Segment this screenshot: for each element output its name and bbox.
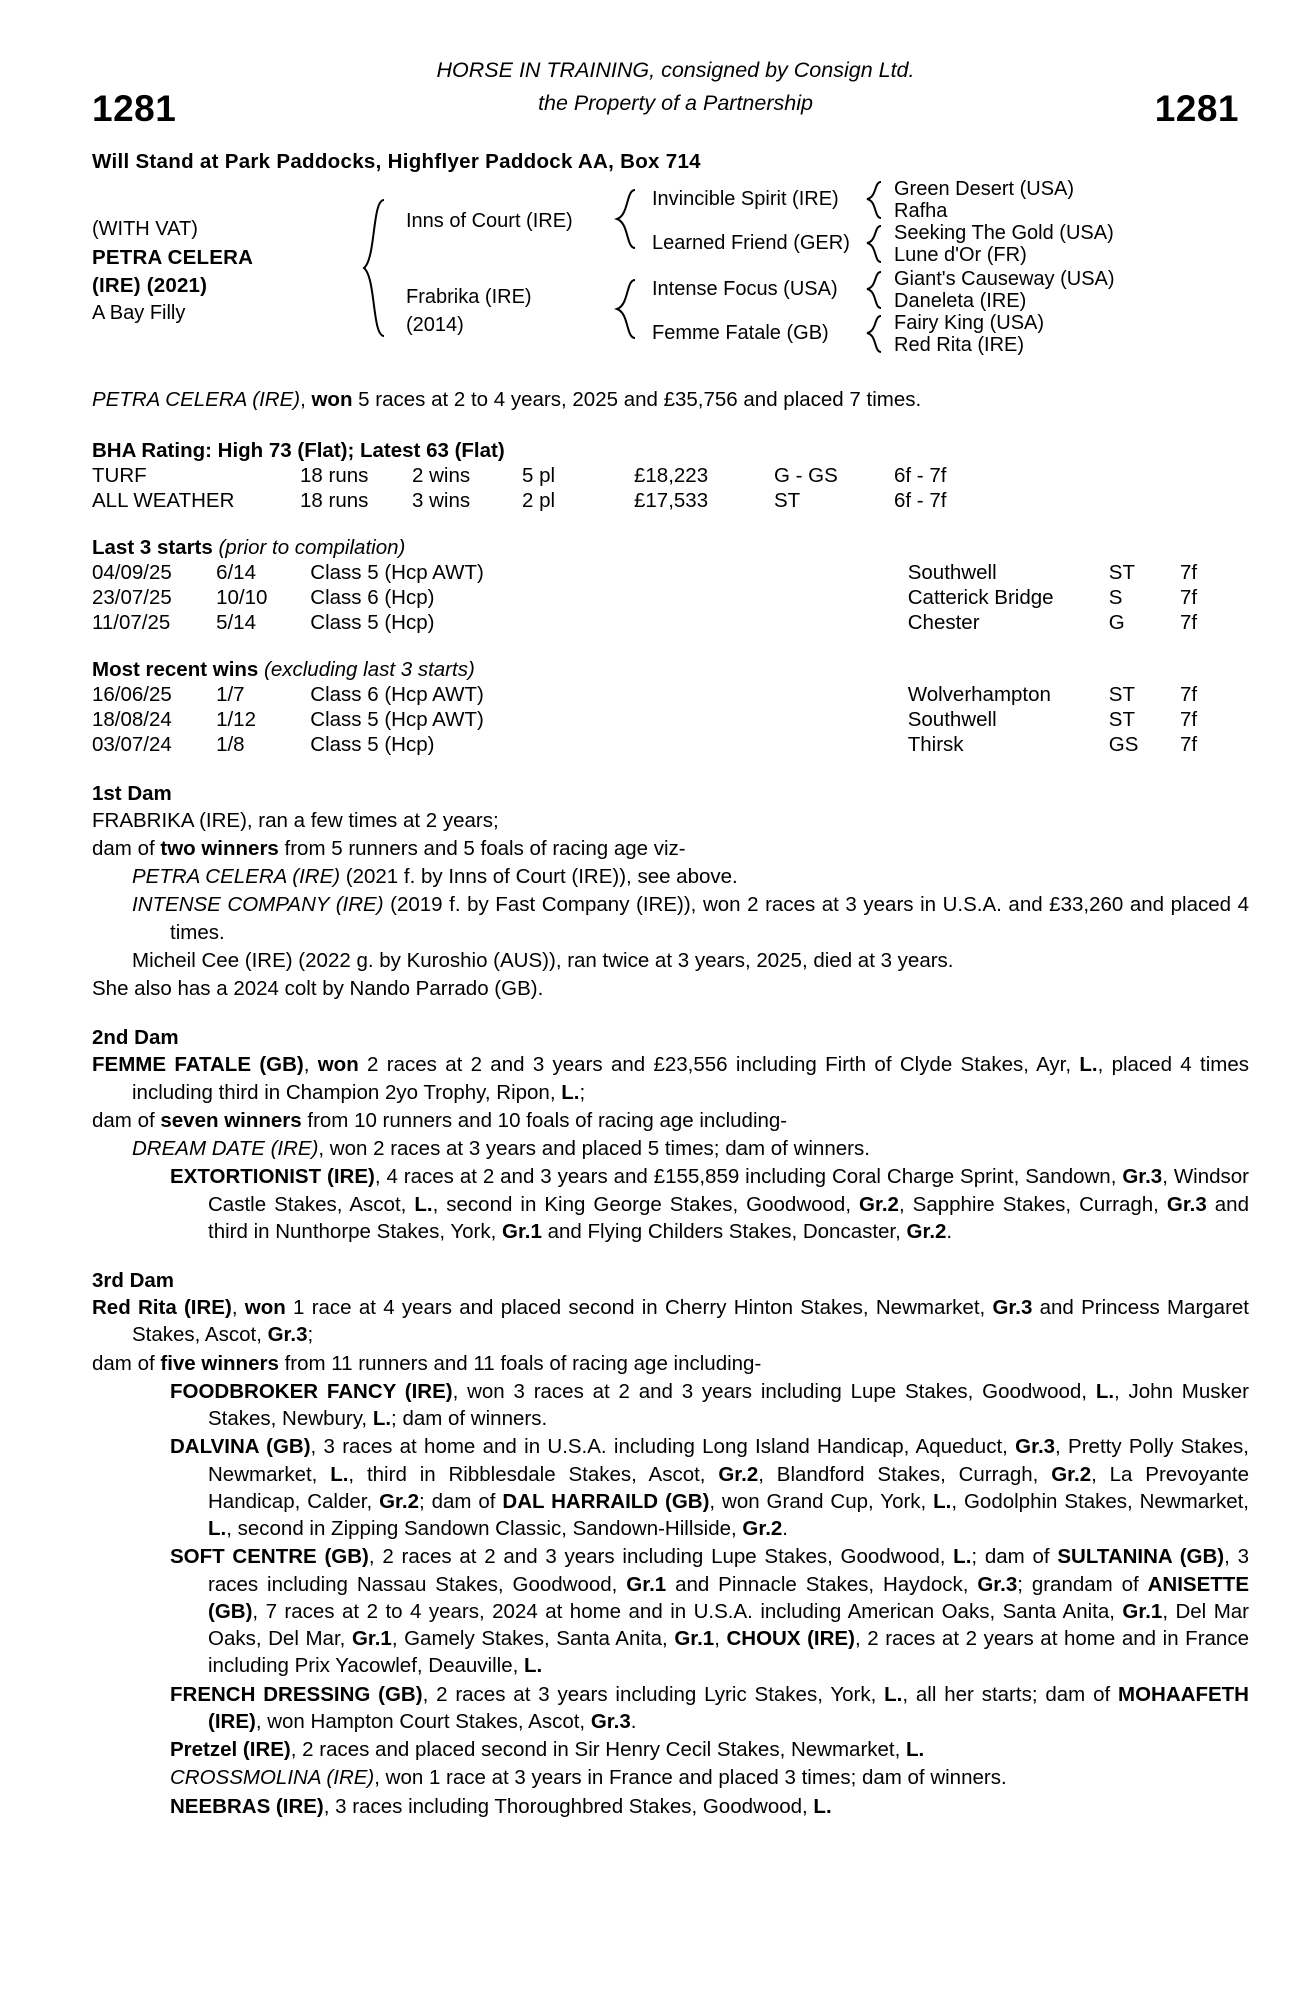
rating-earnings: £18,223 [634,463,709,487]
property-line: the Property of a Partnership [538,91,813,116]
dam1-suffix: from 5 runners and 5 foals of racing age viz- [278,836,686,860]
race-summary [92,386,1249,415]
rating-runs: 18 runs [300,488,369,512]
dam2-e2-rest: , 4 races at 2 and 3 years and £155,859 including Coral Charge Sprint, Sandown, Gr.3, Windsor Castle Stakes, Ascot, L., second in King George Stakes, Goodwood, Gr.2, Sapphire Stakes, Curragh, Gr.3 and third in Nunthorpe Stakes, York, Gr.1 and Flying Childers Stakes, Doncaster, Gr.2. [208,1165,1249,1243]
dam1-prefix: dam of [92,836,161,860]
rating-wins: 3 wins [412,488,471,512]
third-dam-entry-2 [92,1433,1249,1542]
ggp-6: Daneleta (IRE) [894,290,1027,312]
start-position: 10/10 [216,585,268,609]
first-dam-entry-2 [92,891,1249,946]
win-class: Class 5 (Hcp AWT) [310,707,484,731]
start-course: Southwell [907,560,997,584]
sire-sire-name: Invincible Spirit (IRE) [652,188,839,210]
third-dam-entry-3 [92,1543,1249,1679]
win-course: Wolverhampton [907,682,1051,706]
start-date: 23/07/25 [92,585,172,609]
brace-sire [614,188,638,250]
rating-places: 2 pl [522,488,556,512]
dam2-e1-rest: , won 2 races at 3 years and placed 5 times; dam of winners. [318,1137,870,1161]
rating-earnings: £17,533 [634,488,709,512]
second-dam-heading: 2nd Dam [92,1026,179,1050]
start-position: 5/14 [216,610,256,634]
rating-going: ST [774,488,801,512]
first-dam-line2 [92,835,1249,862]
table-row [92,708,1249,733]
second-dam-entry-2 [92,1163,1249,1245]
dam2-L1: L. [1079,1053,1098,1077]
dam3-e1-name: FOODBROKER FANCY (IRE) [170,1379,453,1403]
start-date: 11/07/25 [92,610,171,634]
start-going: S [1108,585,1123,609]
second-dam-line2 [92,1107,1249,1134]
brace-dam [614,278,638,340]
sire-name: Inns of Court (IRE) [406,210,573,232]
dam-dam-name: Femme Fatale (GB) [652,322,829,344]
rating-runs: 18 runs [300,463,369,487]
dam3-suffix: from 11 runners and 11 foals of racing age including- [278,1351,762,1375]
dam3-e7-name: NEEBRAS (IRE) [170,1794,324,1818]
subject-description: A Bay Filly [92,302,186,325]
dam2-L2: L. [561,1080,580,1104]
dam1-e2-rest: (2019 f. by Fast Company (IRE)), won 2 races at 3 years in U.S.A. and £33,260 and placed 4 times. [170,893,1249,944]
table-row [92,733,1249,758]
start-course: Chester [907,610,980,634]
table-row [92,489,994,514]
win-distance: 7f [1180,732,1198,756]
recent-wins-table [92,683,1249,758]
win-course: Thirsk [907,732,964,756]
dam3-e3-name: SOFT CENTRE (GB) [170,1545,369,1569]
dam3-e4-rest: , 2 races at 3 years including Lyric Stakes, York, L., all her starts; dam of MOHAAFETH (IRE), won Hampton Court Stakes, Ascot, Gr.3. [208,1682,1249,1733]
rating-table [92,464,994,514]
brace-gp-4 [864,314,884,354]
ggp-3: Seeking The Gold (USA) [894,222,1114,244]
win-going: GS [1108,732,1139,756]
dam1-e2-name: INTENSE COMPANY (IRE) [132,893,384,917]
vat-note: (WITH VAT) [92,218,198,240]
dam3-e3-rest: , 2 races at 2 and 3 years including Lupe Stakes, Goodwood, L.; dam of SULTANINA (GB), 3 races including Nassau Stakes, Goodwood, Gr.1 and Pinnacle Stakes, Haydock, Gr.3; grandam of ANISETTE (GB), 7 races at 2 to 4 years, 2024 at home and in U.S.A. including American Oaks, Santa Anita, Gr.1, Del Mar Oaks, Del Mar, Gr.1, Gamely Stakes, Santa Anita, Gr.1, CHOUX (IRE), 2 races at 2 years at home and in France including Prix Yacowlef, Deauville, L. [208,1545,1249,1678]
ggp-1: Green Desert (USA) [894,178,1075,200]
rating-distance: 6f - 7f [894,488,947,512]
lot-number-left: 1281 [92,88,177,129]
third-dam-line1 [92,1294,1249,1349]
dam3-e1-rest: , won 3 races at 2 and 3 years including Lupe Stakes, Goodwood, L., John Musker Stakes, Newbury, L.; dam of winners. [208,1379,1249,1431]
page-header [92,54,1249,146]
win-position: 1/12 [216,707,256,731]
rating-places: 5 pl [522,463,556,487]
start-class: Class 5 (Hcp) [310,610,435,634]
first-dam-entry-1 [92,863,1249,890]
dam2-body1: 2 races at 2 and 3 years and £23,556 including Firth of Clyde Stakes, Ayr, [358,1053,1080,1077]
subject-block [92,216,342,328]
dam3-e5-rest: , 2 races and placed second in Sir Henry Cecil Stakes, Newmarket, L. [290,1738,925,1762]
win-class: Class 5 (Hcp) [310,732,435,756]
dam-sire-name: Intense Focus (USA) [652,278,838,300]
lot-number-right: 1281 [1154,88,1239,129]
ggp-8: Red Rita (IRE) [894,334,1025,356]
dam3-prefix: dam of [92,1351,161,1375]
subject-origin-year: (IRE) (2021) [92,273,208,297]
table-row [92,464,994,489]
dam1-e1-rest: (2021 f. by Inns of Court (IRE)), see above. [340,865,738,889]
win-position: 1/8 [216,732,245,756]
win-date: 16/06/25 [92,682,172,706]
dam3-e5-name: Pretzel (IRE) [170,1738,291,1762]
dam-name [406,284,532,339]
last-starts-heading [92,536,1249,560]
dam3-e2-rest: , 3 races at home and in U.S.A. including Long Island Handicap, Aqueduct, Gr.3, Pretty Polly Stakes, Newmarket, L., third in Ribblesdale Stakes, Ascot, Gr.2, Blandford Stakes, Curragh, Gr.2, La Prevoyante Handicap, Calder, Gr.2; dam of DAL HARRAILD (GB), won Grand Cup, York, L., Godolphin Stakes, Newmarket, L., second in Zipping Sandown Classic, Sandown-Hillside, Gr.2. [208,1435,1249,1541]
second-dam-entry-1 [92,1135,1249,1162]
sire-dam-name: Learned Friend (GER) [652,232,850,254]
last-starts-subtitle: (prior to compilation) [212,535,406,559]
dam3-e4-name: FRENCH DRESSING (GB) [170,1682,423,1706]
third-dam-entry-6 [92,1764,1249,1791]
dam2-winners: seven winners [160,1108,302,1132]
start-distance: 7f [1180,560,1198,584]
table-row [92,611,1249,636]
table-row [92,561,1249,586]
dam2-body2: , placed 4 times including third in Champion 2yo Trophy, Ripon, [132,1053,1249,1104]
dam1-e1-name: PETRA CELERA (IRE) [132,865,341,889]
win-going: ST [1108,707,1135,731]
ggp-4: Lune d'Or (FR) [894,244,1027,266]
dam-year: (2014) [406,313,464,336]
stand-at-line: Will Stand at Park Paddocks, Highflyer Paddock AA, Box 714 [92,150,701,173]
dam2-sep: , [303,1053,318,1077]
dam3-e7-rest: , 3 races including Thoroughbred Stakes, Goodwood, L. [323,1794,832,1818]
ggp-2: Rafha [894,200,948,222]
dam3-e6-name: CROSSMOLINA (IRE) [170,1766,375,1790]
start-going: ST [1108,560,1135,584]
recent-wins-heading [92,658,1249,682]
brace-gp-1 [864,180,884,220]
brace-gp-3 [864,270,884,310]
dam3-winners: five winners [160,1351,279,1375]
bha-rating-heading: BHA Rating: High 73 (Flat); Latest 63 (Flat) [92,438,505,462]
third-dam-entry-1 [92,1378,1249,1433]
start-position: 6/14 [216,560,256,584]
win-class: Class 6 (Hcp AWT) [310,682,484,706]
dam3-won: won [244,1296,286,1320]
win-distance: 7f [1180,707,1198,731]
start-going: G [1108,610,1125,634]
third-dam-entry-4 [92,1681,1249,1736]
rating-surface: TURF [92,463,147,487]
dam2-name: FEMME FATALE (GB) [92,1053,304,1077]
third-dam-line2 [92,1350,1249,1377]
last-starts-table [92,561,1249,636]
table-row [92,586,1249,611]
second-dam-line1 [92,1051,1249,1106]
win-date: 18/08/24 [92,707,172,731]
rating-wins: 2 wins [412,463,471,487]
dam3-body: 1 race at 4 years and placed second in Cherry Hinton Stakes, Newmarket, Gr.3 and Princess Margaret Stakes, Ascot, Gr.3; [132,1296,1249,1347]
brace-subject [360,198,388,338]
first-dam-line1: FRABRIKA (IRE), ran a few times at 2 years; [92,808,499,832]
first-dam-entry-4: She also has a 2024 colt by Nando Parrado (GB). [92,977,544,1001]
dam2-prefix: dam of [92,1108,161,1132]
start-distance: 7f [1180,610,1198,634]
start-class: Class 5 (Hcp AWT) [310,560,484,584]
recent-wins-title: Most recent wins [92,657,259,681]
dam3-e6-rest: , won 1 race at 3 years in France and placed 3 times; dam of winners. [374,1766,1007,1790]
win-position: 1/7 [216,682,245,706]
rating-going: G - GS [774,463,838,487]
dam3-e2-name: DALVINA (GB) [170,1435,311,1459]
win-distance: 7f [1180,682,1198,706]
dam2-e1-name: DREAM DATE (IRE) [132,1137,319,1161]
win-course: Southwell [907,707,997,731]
subject-name: PETRA CELERA [92,245,254,269]
pedigree-chart [92,180,1249,360]
dam3-name: Red Rita (IRE) [92,1296,232,1320]
third-dam-heading: 3rd Dam [92,1269,175,1293]
dam2-body3: ; [579,1080,586,1104]
dam3-sep: , [231,1296,245,1320]
summary-comma: , [300,388,312,411]
start-distance: 7f [1180,585,1198,609]
rating-distance: 6f - 7f [894,463,947,487]
summary-rest: 5 races at 2 to 4 years, 2025 and £35,756 and placed 7 times. [352,388,922,411]
summary-name: PETRA CELERA (IRE) [92,388,301,411]
dam2-suffix: from 10 runners and 10 foals of racing age including- [301,1108,788,1132]
ggp-7: Fairy King (USA) [894,312,1045,334]
table-row [92,683,1249,708]
last-starts-title: Last 3 starts [92,535,213,559]
start-class: Class 6 (Hcp) [310,585,435,609]
brace-gp-2 [864,224,884,264]
consignor-lines [92,54,1249,121]
dam2-won: won [317,1053,359,1077]
third-dam-entry-7 [92,1793,1249,1820]
start-date: 04/09/25 [92,560,172,584]
recent-wins-subtitle: (excluding last 3 starts) [258,657,475,681]
win-date: 03/07/24 [92,732,172,756]
third-dam-entry-5 [92,1736,1249,1763]
dam1-winners: two winners [160,836,279,860]
win-going: ST [1108,682,1135,706]
first-dam-entry-3: Micheil Cee (IRE) (2022 g. by Kuroshio (AUS)), ran twice at 3 years, 2025, died at 3 years. [132,948,954,972]
start-course: Catterick Bridge [907,585,1054,609]
consignment-line: HORSE IN TRAINING, consigned by Consign Ltd. [436,58,915,82]
dam-name-text: Frabrika (IRE) [406,286,532,308]
summary-won: won [311,388,353,411]
ggp-5: Giant's Causeway (USA) [894,268,1115,290]
dam2-e2-name: EXTORTIONIST (IRE) [170,1165,375,1189]
first-dam-heading: 1st Dam [92,781,172,805]
rating-surface: ALL WEATHER [92,488,235,512]
